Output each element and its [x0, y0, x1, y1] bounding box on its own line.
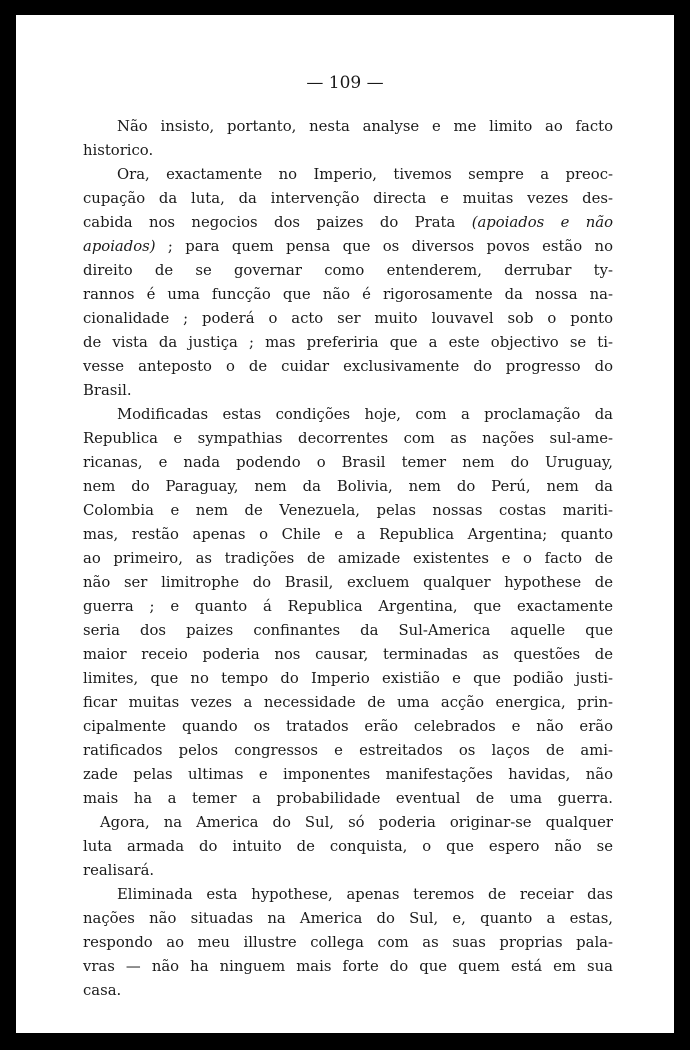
text-line: historico.: [83, 142, 154, 159]
text-line: seria dos paizes confinantes da Sul-America aquelle que: [83, 622, 613, 639]
text-line: respondo ao meu illustre collega com as suas proprias pala-: [83, 934, 613, 951]
text-line: Modificadas estas condições hoje, com a proclamação da: [117, 406, 613, 423]
text-line: guerra ; e quanto á Republica Argentina, que exactamente: [83, 598, 613, 615]
text-line-with-aside: [83, 211, 613, 235]
text-fragment: ; para quem pensa que os diversos povos estão no: [155, 238, 613, 255]
text-line: Não insisto, portanto, nesta analyse e me limito ao facto: [117, 118, 613, 135]
paragraph: [83, 811, 613, 883]
text-line: Agora, na America do Sul, só poderia originar-se qualquer: [100, 814, 613, 831]
text-line: nem do Paraguay, nem da Bolivia, nem do Perú, nem da: [83, 478, 613, 495]
text-line: zade pelas ultimas e imponentes manifestações havidas, não: [83, 766, 613, 783]
text-line: rannos é uma funcção que não é rigorosamente da nossa na-: [83, 286, 613, 303]
body-text: [83, 115, 613, 1003]
text-line: cionalidade ; poderá o acto ser muito louvavel sob o ponto: [83, 310, 613, 327]
paragraph: [83, 883, 613, 1003]
text-line: limites, que no tempo do Imperio existião e que podião justi-: [83, 670, 613, 687]
text-line: vesse anteposto o de cuidar exclusivamente do progresso do: [83, 358, 613, 375]
text-line: mas, restão apenas o Chile e a Republica Argentina; quanto: [83, 526, 613, 543]
text-line: de vista da justiça ; mas preferiria que a este objectivo se ti-: [83, 334, 613, 351]
text-fragment: cabida nos negocios dos paizes do Prata: [83, 214, 456, 231]
text-line: cupação da luta, da intervenção directa e muitas vezes des-: [83, 190, 613, 207]
text-line: cipalmente quando os tratados erão celebrados e não erão: [83, 718, 613, 735]
text-line: vras — não ha ninguem mais forte do que quem está em sua: [83, 958, 613, 975]
text-line: Ora, exactamente no Imperio, tivemos sempre a preoc-: [117, 166, 613, 183]
text-line-with-aside: [83, 235, 613, 259]
text-line: nações não situadas na America do Sul, e, quanto a estas,: [83, 910, 613, 927]
page-number: — 109 —: [306, 73, 384, 93]
paragraph: [83, 163, 613, 403]
book-page: [16, 15, 674, 1033]
text-line: Eliminada esta hypothese, apenas teremos de receiar das: [117, 886, 613, 903]
text-line: direito de se governar como entenderem, derrubar ty-: [83, 262, 613, 279]
text-line: ricanas, e nada podendo o Brasil temer nem do Uruguay,: [83, 454, 613, 471]
text-line: ficar muitas vezes a necessidade de uma acção energica, prin-: [83, 694, 613, 711]
text-line: ratificados pelos congressos e estreitados os laços de ami-: [83, 742, 613, 759]
paragraph: [83, 403, 613, 811]
text-line: Republica e sympathias decorrentes com as nações sul-ame-: [83, 430, 613, 447]
italic-aside-end: apoiados): [83, 238, 156, 255]
text-line: Colombia e nem de Venezuela, pelas nossas costas mariti-: [83, 502, 613, 519]
text-line: não ser limitrophe do Brasil, excluem qualquer hypothese de: [83, 574, 613, 591]
text-line: ao primeiro, as tradições de amizade existentes e o facto de: [83, 550, 613, 567]
text-line: casa.: [83, 982, 122, 999]
text-line: Brasil.: [83, 382, 132, 399]
italic-aside: (apoiados e não: [471, 214, 613, 231]
text-line: mais ha a temer a probabilidade eventual de uma guerra.: [83, 790, 613, 807]
paragraph: [83, 115, 613, 163]
text-line: maior receio poderia nos causar, terminadas as questões de: [83, 646, 613, 663]
text-line: realisará.: [83, 862, 155, 879]
text-line: luta armada do intuito de conquista, o que espero não se: [83, 838, 613, 855]
